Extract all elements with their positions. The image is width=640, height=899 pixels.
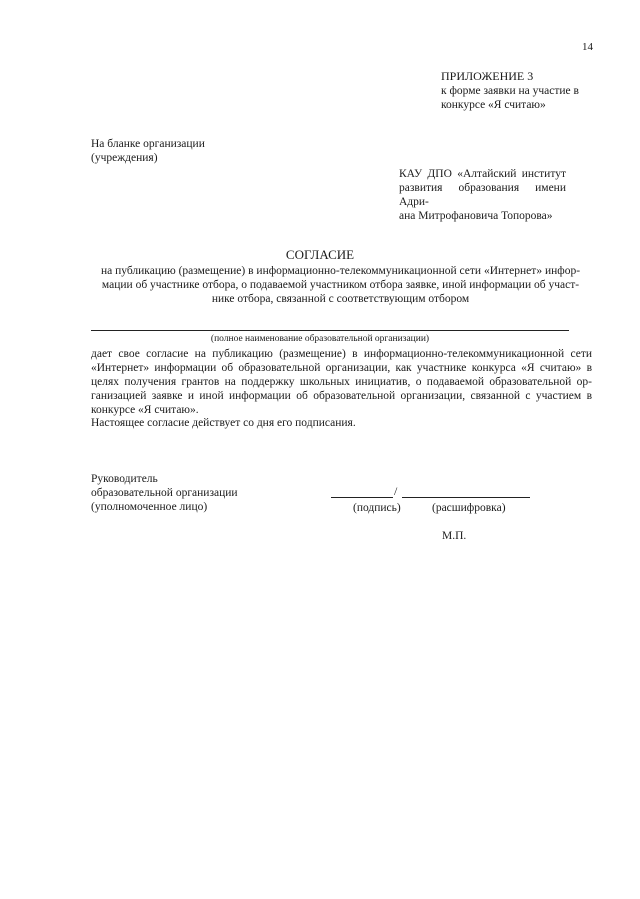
organization-name-line [91, 330, 569, 331]
body-line-5: конкурсе «Я считаю». [91, 404, 199, 416]
subtitle-line-3: нике отбора, связанной с соответствующим отбором [211, 293, 470, 305]
addressee-line-2: развития образования имени Адри- [399, 182, 566, 208]
decoding-line [402, 497, 530, 498]
appendix-line-2: конкурсе «Я считаю» [441, 99, 546, 111]
decoding-label: (расшифровка) [432, 502, 506, 514]
addressee-line-3: ана Митрофановича Топорова» [399, 210, 553, 222]
leader-line-2: образовательной организации [91, 487, 238, 499]
appendix-title: ПРИЛОЖЕНИЕ 3 [441, 69, 534, 83]
stamp-placeholder: М.П. [442, 530, 467, 542]
body-line-2: «Интернет» информации об образовательной организации, как участнике конкурса «Я считаю» в [91, 362, 592, 374]
appendix-block [441, 68, 579, 112]
leader-line-3: (уполномоченное лицо) [91, 501, 208, 513]
document-subtitle [88, 264, 593, 306]
body-line-1: дает свое согласие на публикацию (размещение) в информационно-телекоммуникационной сети [91, 348, 592, 360]
consent-body [91, 347, 592, 417]
addressee-line-1: КАУ ДПО «Алтайский институт [399, 168, 566, 180]
subtitle-line-1: на публикацию (размещение) в информационно-телекоммуникационной сети «Интернет» инфор- [100, 265, 581, 277]
validity-statement: Настоящее согласие действует со дня его подписания. [91, 417, 356, 429]
addressee-block [399, 167, 566, 223]
leader-block [91, 472, 238, 514]
body-line-4: ганизацией заявке и иной информации об образовательной организации, связанной с участием в [91, 390, 592, 402]
leader-line-1: Руководитель [91, 473, 158, 485]
signature-label: (подпись) [353, 502, 401, 514]
letterhead-note [91, 137, 205, 165]
subtitle-line-2: мации об участнике отбора, о подаваемой участником отбора заявке, иной информации об участ- [101, 279, 580, 291]
signature-line [331, 497, 393, 498]
organization-name-caption: (полное наименование образовательной организации) [210, 334, 430, 344]
body-line-3: целях получения грантов на поддержку школьных инициатив, о подаваемой образовательной ор- [91, 376, 592, 388]
letterhead-line-1: На бланке организации [91, 138, 205, 150]
letterhead-line-2: (учреждения) [91, 152, 158, 164]
appendix-line-1: к форме заявки на участие в [441, 85, 579, 97]
signature-separator: / [394, 484, 398, 498]
document-title: СОГЛАСИЕ [285, 247, 355, 262]
page-number: 14 [582, 41, 593, 53]
